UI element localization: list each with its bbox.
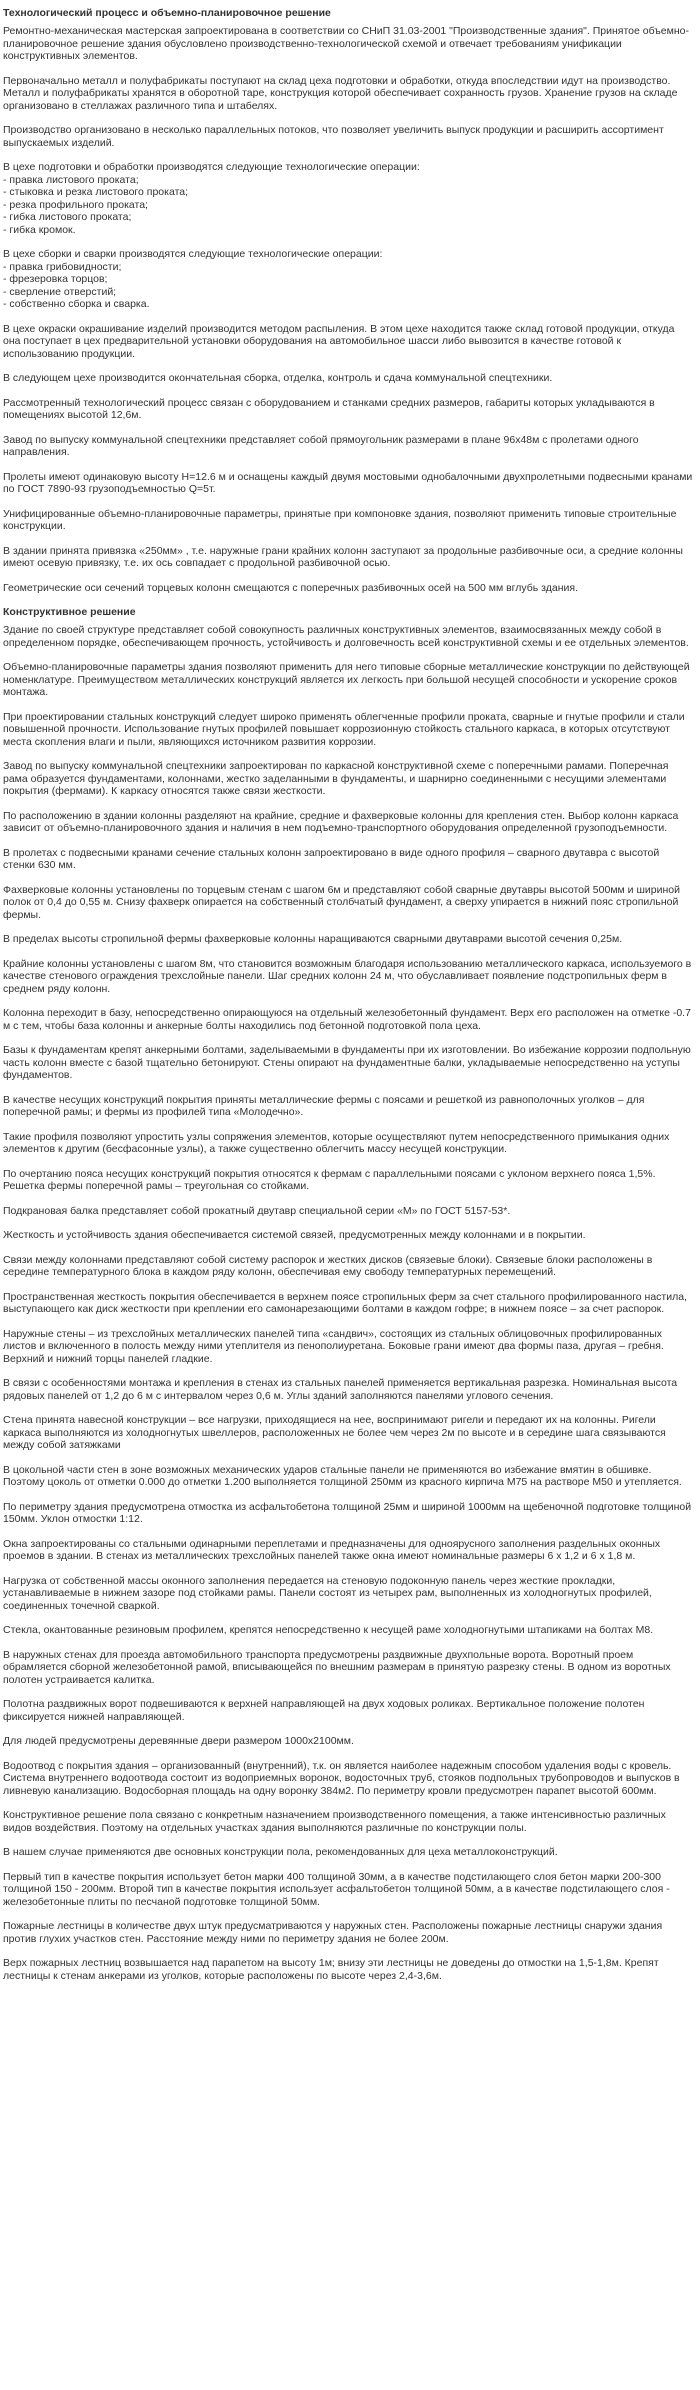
paragraph: Конструктивное решение пола связано с конкретным назначением производственного помещения, а также интенсивностью различных видов воздействия. Поэтому на отдельных участках здания выполняются различные по конструкции полы. (3, 1809, 666, 1834)
paragraph: Производство организовано в несколько параллельных потоков, что позволяет увеличить выпуск продукции и расширить ассортимент выпускаемых изделий. (3, 124, 664, 149)
document (0, 7, 700, 1982)
paragraph: Стекла, окантованные резиновым профилем, крепятся непосредственно к несущей раме холодногнутыми штапиками на болтах М8. (3, 1624, 654, 1636)
paragraph: Рассмотренный технологический процесс связан с оборудованием и станками средних размеров, габариты которых укладываются в помещениях высотой 12,6м. (3, 396, 655, 421)
technology-body (3, 25, 694, 594)
paragraph: В следующем цехе производится окончательная сборка, отделка, контроль и сдача коммунальной спецтехники. (3, 372, 553, 384)
paragraph: В цокольной части стен в зоне возможных механических ударов стальные панели не применяются во избежание вмятин в обшивке. Поэтому цоколь от отметки 0.000 до отметки 1.200 выполняется толщиной 250мм из красного кирпича М75 на растворе М50 и утепляется. (3, 1463, 682, 1488)
paragraph: В цехе сборки и сварки производятся следующие технологические операции: - правка грибовидности; - фрезеровка торцов; - сверление отверстий; - собственно сборка и сварка. (3, 248, 383, 310)
paragraph: Жесткость и устойчивость здания обеспечивается системой связей, предусмотренных между колоннами и в покрытии. (3, 1229, 586, 1241)
paragraph: Завод по выпуску коммунальной спецтехники представляет собой прямоугольник размерами в плане 96х48м с пролетами одного направления. (3, 433, 639, 458)
paragraph: В наружных стенах для проезда автомобильного транспорта предусмотрены раздвижные двухпольные ворота. Воротный проем обрамляется сборной железобетонной рамой, вписывающейся по внешним размерам в принятую разрезку стены. В одном из воротных полотен устраивается калитка. (3, 1648, 671, 1686)
paragraph: Стена принята навесной конструкции – все нагрузки, приходящиеся на нее, воспринимают ригели и передают их на колонны. Ригели каркаса выполняются из холодногнутых швеллеров, расположенных не более чем через 2м по высоте и в середине шага связываются между собой затяжками (3, 1414, 666, 1451)
paragraph: В связи с особенностями монтажа и крепления в стенах из стальных панелей применяется вертикальная разрезка. Номинальная высота рядовых панелей от 1,2 до 6 м с интервалом через 0,6 м. Углы зданий заполняются панелями углового сечения. (3, 1377, 678, 1402)
technology-section (3, 7, 694, 594)
paragraph: По периметру здания предусмотрена отмостка из асфальтобетона толщиной 25мм и шириной 1000мм на щебеночной подготовке толщиной 150мм. Уклон отмостки 1:12. (3, 1500, 692, 1525)
paragraph: Пожарные лестницы в количестве двух штук предусматриваются у наружных стен. Расположены пожарные лестницы снаружи здания против глухих участков стен. Расстояние между ними по периметру здания не более 200м. (3, 1920, 663, 1945)
paragraph: Нагрузка от собственной массы оконного заполнения передается на стеновую подоконную панель через жесткие прокладки, устанавливаемые в нижнем зазоре под стойками рамы. Панели состоят из четырех рам, выполненных из холодногнутых профилей, соединенных точечной сваркой. (3, 1574, 652, 1612)
paragraph: Пространственная жесткость покрытия обеспечивается в верхнем поясе стропильных ферм за счет стального профилированного настила, выступающего как диск жесткости при креплении его самонарезающими болтами в каждом гофре; в нижнем поясе – за счет распорок. (3, 1290, 687, 1315)
paragraph: Фахверковые колонны установлены по торцевым стенам с шагом 6м и представляют собой сварные двутавры высотой 500мм и шириной полок от 0,4 до 0,55 м. Снизу фахверк опирается на собственный столбчатый фундамент, а сверху упирается в нижний пояс стропильной фермы. (3, 883, 680, 921)
paragraph: Пролеты имеют одинаковую высоту Н=12.6 м и оснащены каждый двумя мостовыми однобалочными двухпролетными подвесными кранами по ГОСТ 7890-93 грузоподъемностью Q=5т. (3, 470, 693, 495)
paragraph: Ремонтно-механическая мастерская запроектирована в соответствии со СНиП 31.03-2001 "Производственные здания". Принятое объемно-планировочное решение здания обусловлено производственно-технологической схемой и отвечает требованиям унификации конструктивных элементов. (3, 25, 689, 62)
construction-section (3, 606, 694, 1982)
paragraph: Верх пожарных лестниц возвышается над парапетом на высоту 1м; внизу эти лестницы не доведены до отмостки на 1,5-1,8м. Крепят лестницы к стенам анкерами из уголков, которые расположены по высоте через 2,4-3,6м. (3, 1957, 659, 1982)
construction-body (3, 624, 694, 1982)
paragraph: Первый тип в качестве покрытия использует бетон марки 400 толщиной 30мм, а в качестве подстилающего слоя бетон марки 200-300 толщиной 150 - 200мм. Второй тип в качестве покрытия использует асфальтобетон толщиной 50мм, а в качестве подстилающего слоя - железобетонные плиты по песчаной подготовке толщиной 50мм. (3, 1870, 670, 1908)
paragraph: Первоначально металл и полуфабрикаты поступают на склад цеха подготовки и обработки, откуда впоследствии идут на производство. Металл и полуфабрикаты хранятся в оборотной таре, конструкция которой обеспечивает сохранность грузов. Хранение грузов на складе организовано в стеллажах различного типа и штабелях. (3, 74, 678, 112)
paragraph: Здание по своей структуре представляет собой совокупность различных конструктивных элементов, взаимосвязанных между собой в определенном порядке, обеспечивающем прочность, устойчивость и долговечность всей конструктивной схемы и ее отдельных элементов. (3, 624, 689, 649)
paragraph: Геометрические оси сечений торцевых колонн смещаются с поперечных разбивочных осей на 500 мм вглубь здания. (3, 581, 578, 594)
paragraph: Такие профиля позволяют упростить узлы сопряжения элементов, которые осуществляют путем непосредственного примыкания одних элементов к другим (бесфасонные узлы), а также существенно облегчить массу несущей конструкции. (3, 1130, 670, 1155)
paragraph: Колонна переходит в базу, непосредственно опирающуюся на отдельный железобетонный фундамент. Верх его расположен на отметке -0.7 м с тем, чтобы база колонны и анкерные болты находились под бетонной подготовкой пола цеха. (3, 1007, 691, 1032)
technology-heading: Технологический процесс и объемно-планировочное решение (3, 7, 331, 19)
paragraph: Подкрановая балка представляет собой прокатный двутавр специальной серии «М» по ГОСТ 5157-53*. (3, 1204, 511, 1217)
paragraph: Унифицированные объемно-планировочные параметры, принятые при компоновке здания, позволяют применить типовые строительные конструкции. (3, 507, 677, 532)
paragraph: По очертанию пояса несущих конструкций покрытия относятся к фермам с параллельными поясами с уклоном верхнего пояса 1,5%. Решетка фермы поперечной рамы – треугольная со стойками. (3, 1167, 656, 1192)
construction-heading: Конструктивное решение (3, 606, 136, 618)
paragraph: В пролетах с подвесными кранами сечение стальных колонн запроектировано в виде одного профиля – сварного двутавра с высотой стенки 630 мм. (3, 846, 660, 871)
paragraph: Полотна раздвижных ворот подвешиваются к верхней направляющей на двух ходовых роликах. Вертикальное положение полотен фиксируется нижней направляющей. (3, 1698, 645, 1723)
paragraph: Для людей предусмотрены деревянные двери размером 1000х2100мм. (3, 1735, 354, 1747)
paragraph: По расположению в здании колонны разделяют на крайние, средние и фахверковые колонны для крепления стен. Выбор колонн каркаса зависит от объемно-планировочного здания и наличия в нем подъемно-транспортного оборудования определенной грузоподъемности. (3, 809, 679, 834)
paragraph: Связи между колоннами представляют собой систему распорок и жестких дисков (связевые блоки). Связевые блоки расположены в середине температурного блока в каждом ряду колонн, обеспечивая ему свободу температурных перемещений. (3, 1253, 653, 1278)
paragraph: Объемно-планировочные параметры здания позволяют применить для него типовые сборные металлические конструкции по действующей номенклатуре. Преимуществом металлических конструкций является их легкость при большой несущей способности и ускорение сроков монтажа. (3, 661, 690, 698)
paragraph: Водоотвод с покрытия здания – организованный (внутренний), т.к. он является наиболее надежным способом удаления воды с кровель. Система внутреннего водоотвода состоит из водоприемных воронок, водосточных труб, стояков подпольных трубопроводов и выпусков в ливневую канализацию. Водосборная площадь на одну воронку 384м2. По периметру кровли предусмотрен парапет высотой 600мм. (3, 1759, 680, 1797)
paragraph: Базы к фундаментам крепят анкерными болтами, заделываемыми в фундаменты при их изготовлении. Во избежание коррозии подпольную часть колонн вместе с базой тщательно бетонируют. Стены опирают на фундаментные балки, укладываемые непосредственно на уступы фундаментов. (3, 1044, 691, 1081)
paragraph: Наружные стены – из трехслойных металлических панелей типа «сандвич», состоящих из стальных облицовочных профилированных листов и включенного в полость между ними утеплителя из пенополиуретана. Боковые грани имеют два формы паза, другая – гребня. Верхний и нижний торцы панелей гладкие. (3, 1327, 664, 1365)
paragraph: В цехе окраски окрашивание изделий производится методом распыления. В этом цехе находится также склад готовой продукции, откуда она поступает в цех предварительной установки оборудования на автомобильное шасси либо вывозится в качестве готовой к использованию продукции. (3, 322, 675, 360)
paragraph: В пределах высоты стропильной фермы фахверковые колонны наращиваются сварными двутаврами высотой сечения 0,25м. (3, 933, 623, 945)
paragraph: Окна запроектированы со стальными одинарными переплетами и предназначены для одноярусного заполнения раздельных оконных проемов в здании. В стенах из металлических трехслойных панелей также окна имеют номинальные размеры 6 х 1,2 и 6 х 1,8 м. (3, 1537, 661, 1562)
paragraph: В качестве несущих конструкций покрытия приняты металлические фермы с поясами и решеткой из равнополочных уголков – для поперечной рамы; и фермы из профилей типа «Молодечно». (3, 1093, 645, 1118)
paragraph: В нашем случае применяются две основных конструкции пола, рекомендованных для цеха металлоконструкций. (3, 1846, 558, 1858)
paragraph: В цехе подготовки и обработки производятся следующие технологические операции: - правка листового проката; - стыковка и резка листового проката; - резка профильного проката; - гибка листового проката; - гибка кромок. (3, 161, 420, 236)
paragraph: При проектировании стальных конструкций следует широко применять облегченные профили проката, сварные и гнутые профили и стали повышенной прочности. Использование гнутых профилей повышает коррозионную стойкость стального каркаса, в которых отсутствуют места скопления влаги и пыли, являющихся источником развития коррозии. (3, 710, 685, 748)
paragraph: Завод по выпуску коммунальной спецтехники запроектирован по каркасной конструктивной схеме с поперечными рамами. Поперечная рама образуется фундаментами, колоннами, жестко заделанными в фундаменты, и шарнирно соединенными с несущими элементами покрытия (фермами). К каркасу относятся также связи жесткости. (3, 760, 669, 797)
paragraph: В здании принята привязка «250мм» , т.е. наружные грани крайних колонн заступают за продольные разбивочные оси, а средние колонны имеют осевую привязку, т.е. их ось совпадает с продольной разбивочной осью. (3, 544, 683, 569)
paragraph: Крайние колонны установлены с шагом 8м, что становится возможным благодаря использованию металлического каркаса, используемого в качестве стенового ограждения трехслойные панели. Шаг средних колонн 24 м, что обуславливает появление подстропильных ферм в среднем ряду колонн. (3, 957, 692, 995)
